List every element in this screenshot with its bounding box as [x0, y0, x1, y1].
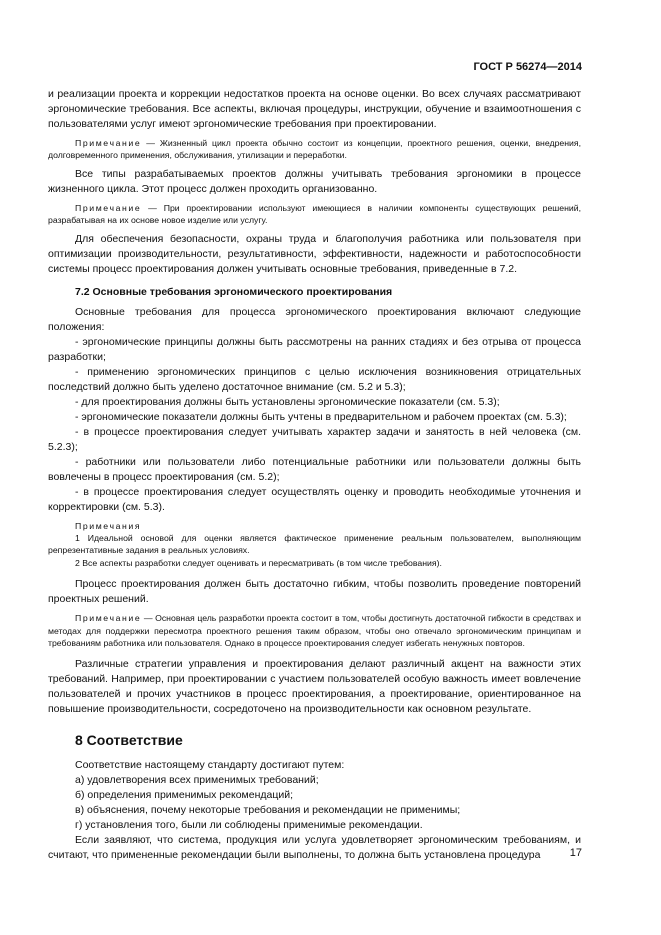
note-text: — Основная цель разработки проекта состоит в том, чтобы достигнуть достаточной гибкости в средствах и методах для поддержки пересмотра проектного решения таким образом, чтобы оно отвечало эргономическим принципам и требованиям работника или пользователя. Однако в процессе проектирования следует избегать ненужных повторов.: [48, 613, 581, 649]
note-item: 2 Все аспекты разработки следует оценивать и пересматривать (в том числе требования).: [75, 557, 442, 568]
page-number: 17: [569, 847, 582, 859]
notes-heading: [48, 520, 581, 532]
list-item: а) удовлетворения всех применимых требований;: [75, 774, 319, 787]
section-heading-7-2: 7.2 Основные требования эргономического проектирования: [75, 285, 393, 298]
list-item: - для проектирования должны быть установлены эргономические показатели (см. 5.3);: [75, 395, 500, 408]
paragraph: Если заявляют, что система, продукция или услуга удовлетворяет эргономическим требованиям, и считают, что примененные рекомендации были выполнены, то должна быть установлена процедура: [48, 834, 581, 862]
list-item: - эргономические показатели должны быть учтены в предварительном и рабочем проектах (см. 5.3);: [75, 410, 567, 423]
list-item: - эргономические принципы должны быть рассмотрены на ранних стадиях и без отрыва от процесса разработки;: [48, 335, 581, 363]
note-text: — При проектировании используют имеющиеся в наличии компоненты существующих решений, разрабатывая на их основе новое изделие или услугу.: [48, 202, 581, 226]
note-text: — Жизненный цикл проекта обычно состоит из концепции, проектного решения, оценки, внедрения, долговременного применения, обслуживания, утилизации и переработки.: [48, 138, 581, 161]
note: [48, 137, 581, 162]
paragraph: Все типы разрабатываемых проектов должны учитывать требования эргономики в процессе жизненного цикла. Этот процесс должен проходить организованно.: [48, 167, 581, 195]
paragraph: Различные стратегии управления и проектирования делают различный акцент на важности этих требований. Например, при проектировании с участием пользователей особую важность имеет вовлечение пользователей и прочих участников в процесс проектирования, а проектирование, ориентированное на повышение производительности, сосредоточено на производительности как основном результате.: [48, 658, 581, 716]
paragraph: Соответствие настоящему стандарту достигают путем:: [75, 759, 345, 772]
section-heading-8: 8 Соответствие: [75, 732, 183, 749]
list-item: - в процессе проектирования следует осуществлять оценку и проводить необходимые уточнения и корректировки (см. 5.3).: [48, 485, 581, 513]
note: [48, 202, 581, 227]
paragraph: и реализации проекта и коррекции недостатков проекта на основе оценки. Во всех случаях рассматривают эргономические требования. Все аспекты, включая процедуры, инструкции, обучение и взаимоотношения с пользователями услуг имеют эргономические требования при проектировании.: [48, 88, 581, 130]
list-item: - в процессе проектирования следует учитывать характер задачи и занятость в ней человека (см. 5.2.3);: [48, 425, 581, 453]
list-item: б) определения применимых рекомендаций;: [75, 789, 294, 802]
list-item: - работники или пользователи либо потенциальные работники или пользователи должны быть вовлечены в процесс проектирования (см. 5.2);: [48, 455, 581, 483]
note-label: Примечание: [75, 138, 142, 148]
paragraph: Для обеспечения безопасности, охраны труда и благополучия работника или пользователя при оптимизации производительности, результативности, эффективности, надежности и работоспособности системы процесс проектирования должен учитывать основные требования, приведенные в 7.2.: [48, 232, 581, 275]
paragraph: Процесс проектирования должен быть достаточно гибким, чтобы позволить проведение повторений проектных решений.: [48, 578, 581, 606]
note: [48, 612, 581, 649]
list-item: г) установления того, были ли соблюдены применимые рекомендации.: [75, 819, 423, 832]
note-item: 1 Идеальной основой для оценки является фактическое применение реальным пользователем, выполняющим репрезентативные задания в реальных условиях.: [48, 533, 581, 556]
notes-label: Примечания: [75, 520, 142, 531]
document-header: ГОСТ Р 56274—2014: [473, 61, 582, 73]
list-item: - применению эргономических принципов с целью исключения возникновения отрицательных последствий должно быть уделено достаточное внимание (см. 5.2 и 5.3);: [48, 365, 581, 393]
note-label: Примечание: [75, 202, 142, 213]
paragraph: Основные требования для процесса эргономического проектирования включают следующие положения:: [48, 305, 581, 333]
list-item: в) объяснения, почему некоторые требования и рекомендации не применимы;: [75, 804, 461, 817]
note-label: Примечание: [75, 613, 142, 624]
document-body: [48, 87, 581, 863]
